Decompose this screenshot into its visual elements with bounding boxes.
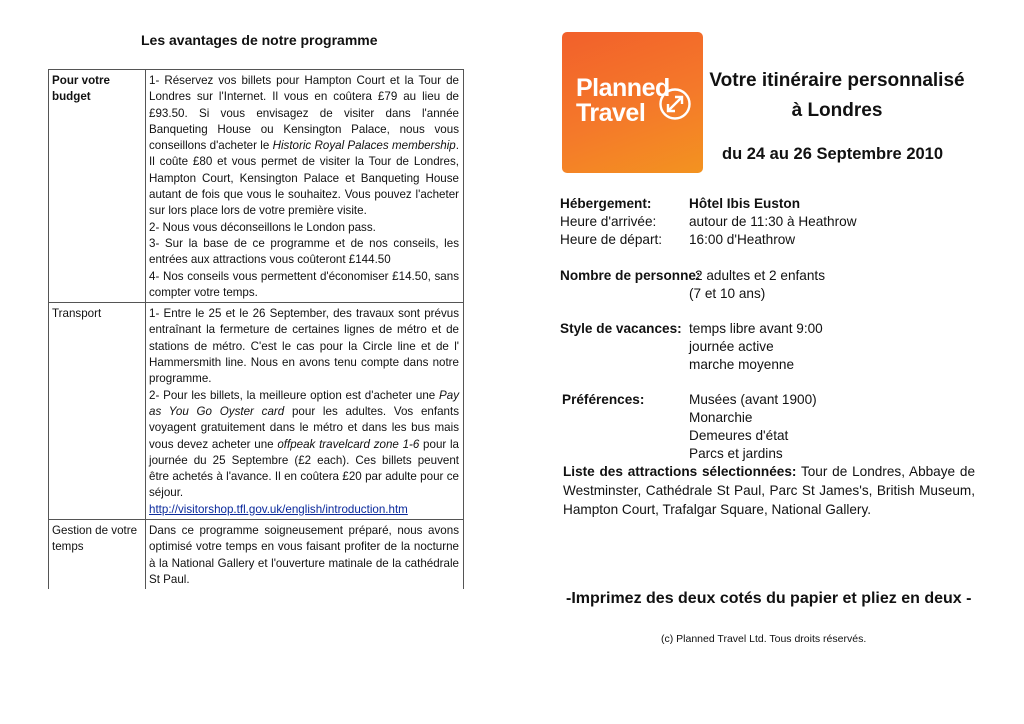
oyster-card-name: Pay as You Go Oyster card: [149, 388, 459, 418]
preference-value: Parcs et jardins: [689, 446, 783, 461]
style-value: temps libre avant 9:00: [689, 321, 823, 336]
depart-value: 16:00 d'Heathrow: [689, 232, 796, 247]
budget-point-1: [149, 73, 459, 220]
transport-point-2: [149, 388, 459, 502]
membership-name: Historic Royal Palaces membership: [272, 139, 456, 153]
transport-text: pour la journée du 25 Septembre (£2 each). Ces billets peuvent être achetés à l'avance. Il en coûtera £20 par adulte pour ce séjour.: [149, 437, 459, 500]
table-row: [49, 520, 464, 590]
logo-line-2: Travel: [576, 99, 646, 127]
depart-label: Heure de départ:: [560, 232, 663, 247]
budget-text: . Il coûte £80 et vous permet de visiter la Tour de Londres, Hampton Court, Kensington Palace et Banqueting House autant de fois que vous le souhaitez. Vous pouvez l'acheter sur lors place lors de votre première visite.: [149, 139, 459, 218]
preference-value: Demeures d'état: [689, 428, 789, 443]
row-text-transport: [146, 303, 464, 520]
budget-point-2: 2- Nous vous déconseillons le London pass.: [149, 220, 376, 234]
tfl-link[interactable]: http://visitorshop.tfl.gov.uk/english/introduction.htm: [149, 502, 408, 516]
style-label: Style de vacances:: [560, 321, 682, 336]
transport-point-1: 1- Entre le 25 et le 26 September, des travaux sont prévus entraînant la fermeture de certaines lignes de métro et de stations de métro. C'est le cas pour la Circle line et de l' Hammersmith line. Nous en avons tenu compte dans notre programme.: [149, 307, 459, 386]
expand-arrows-icon: [658, 87, 692, 121]
table-row: [49, 70, 464, 303]
row-category: Transport: [49, 303, 146, 520]
style-value: marche moyenne: [689, 357, 795, 372]
transport-text: 2- Pour les billets, la meilleure option est d'acheter une: [149, 388, 440, 402]
left-page-title: Les avantages de notre programme: [141, 32, 378, 48]
print-instruction: -Imprimez des deux cotés du papier et pliez en deux -: [566, 590, 972, 607]
logo-line-1: Planned: [576, 74, 670, 102]
title-line-1: Votre itinéraire personnalisé: [709, 70, 965, 91]
budget-text: 1- Réservez vos billets pour Hampton Court et la Tour de Londres sur l'Internet. Il vous en coûtera £79 au lieu de £93.50. Si vous envisagez de visiter dans l'année Banqueting House ou Kensington Palace, nous vous conseillons d'acheter le: [149, 74, 459, 153]
advantages-table: [48, 69, 464, 589]
budget-point-4: 4- Nos conseils vous permettent d'économiser £14.50, sans compter votre temps.: [149, 269, 459, 299]
personnes-ages: (7 et 10 ans): [689, 286, 766, 301]
copyright-notice: (c) Planned Travel Ltd. Tous droits réservés.: [661, 633, 867, 645]
attractions-list: [563, 462, 975, 519]
itinerary-title: [706, 66, 968, 126]
hebergement-label: Hébergement:: [560, 196, 652, 211]
row-text-budget: [146, 70, 464, 303]
hebergement-value: Hôtel Ibis Euston: [689, 196, 801, 211]
personnes-label: Nombre de personne:: [560, 268, 701, 283]
row-category: Gestion de votre temps: [49, 520, 146, 590]
attractions-label: Liste des attractions sélectionnées:: [563, 464, 797, 479]
preferences-label: Préférences:: [562, 392, 645, 407]
personnes-value: 2 adultes et 2 enfants: [695, 268, 825, 283]
attractions-text: Tour de Londres, Abbaye de Westminster, Cathédrale St Paul, Parc St James's, British Museum, Hampton Court, Trafalgar Square, National Gallery.: [563, 464, 975, 517]
preference-value: Monarchie: [689, 410, 753, 425]
style-value: journée active: [689, 339, 774, 354]
planned-travel-logo: [562, 32, 703, 173]
preference-value: Musées (avant 1900): [689, 392, 817, 407]
arrivee-label: Heure d'arrivée:: [560, 214, 657, 229]
arrivee-value: autour de 11:30 à Heathrow: [689, 214, 857, 229]
row-text-time: Dans ce programme soigneusement préparé, nous avons optimisé votre temps en vous faisant profiter de la nocturne à la National Gallery et l'ouverture matinale de la cathédrale St Paul.: [146, 520, 464, 590]
table-row: [49, 303, 464, 520]
transport-text: pour les adultes. Vos enfants voyagent gratuitement dans le métro et dans les bus mais vous devez acheter une: [149, 404, 459, 451]
budget-point-3: 3- Sur la base de ce programme et de nos conseils, les entrées aux attractions vous coûteront £144.50: [149, 236, 459, 267]
travelcard-name: offpeak travelcard zone 1-6: [277, 437, 420, 451]
row-category: Pour votre budget: [49, 70, 146, 303]
date-range: du 24 au 26 Septembre 2010: [722, 145, 944, 163]
title-line-2: à Londres: [791, 100, 883, 121]
